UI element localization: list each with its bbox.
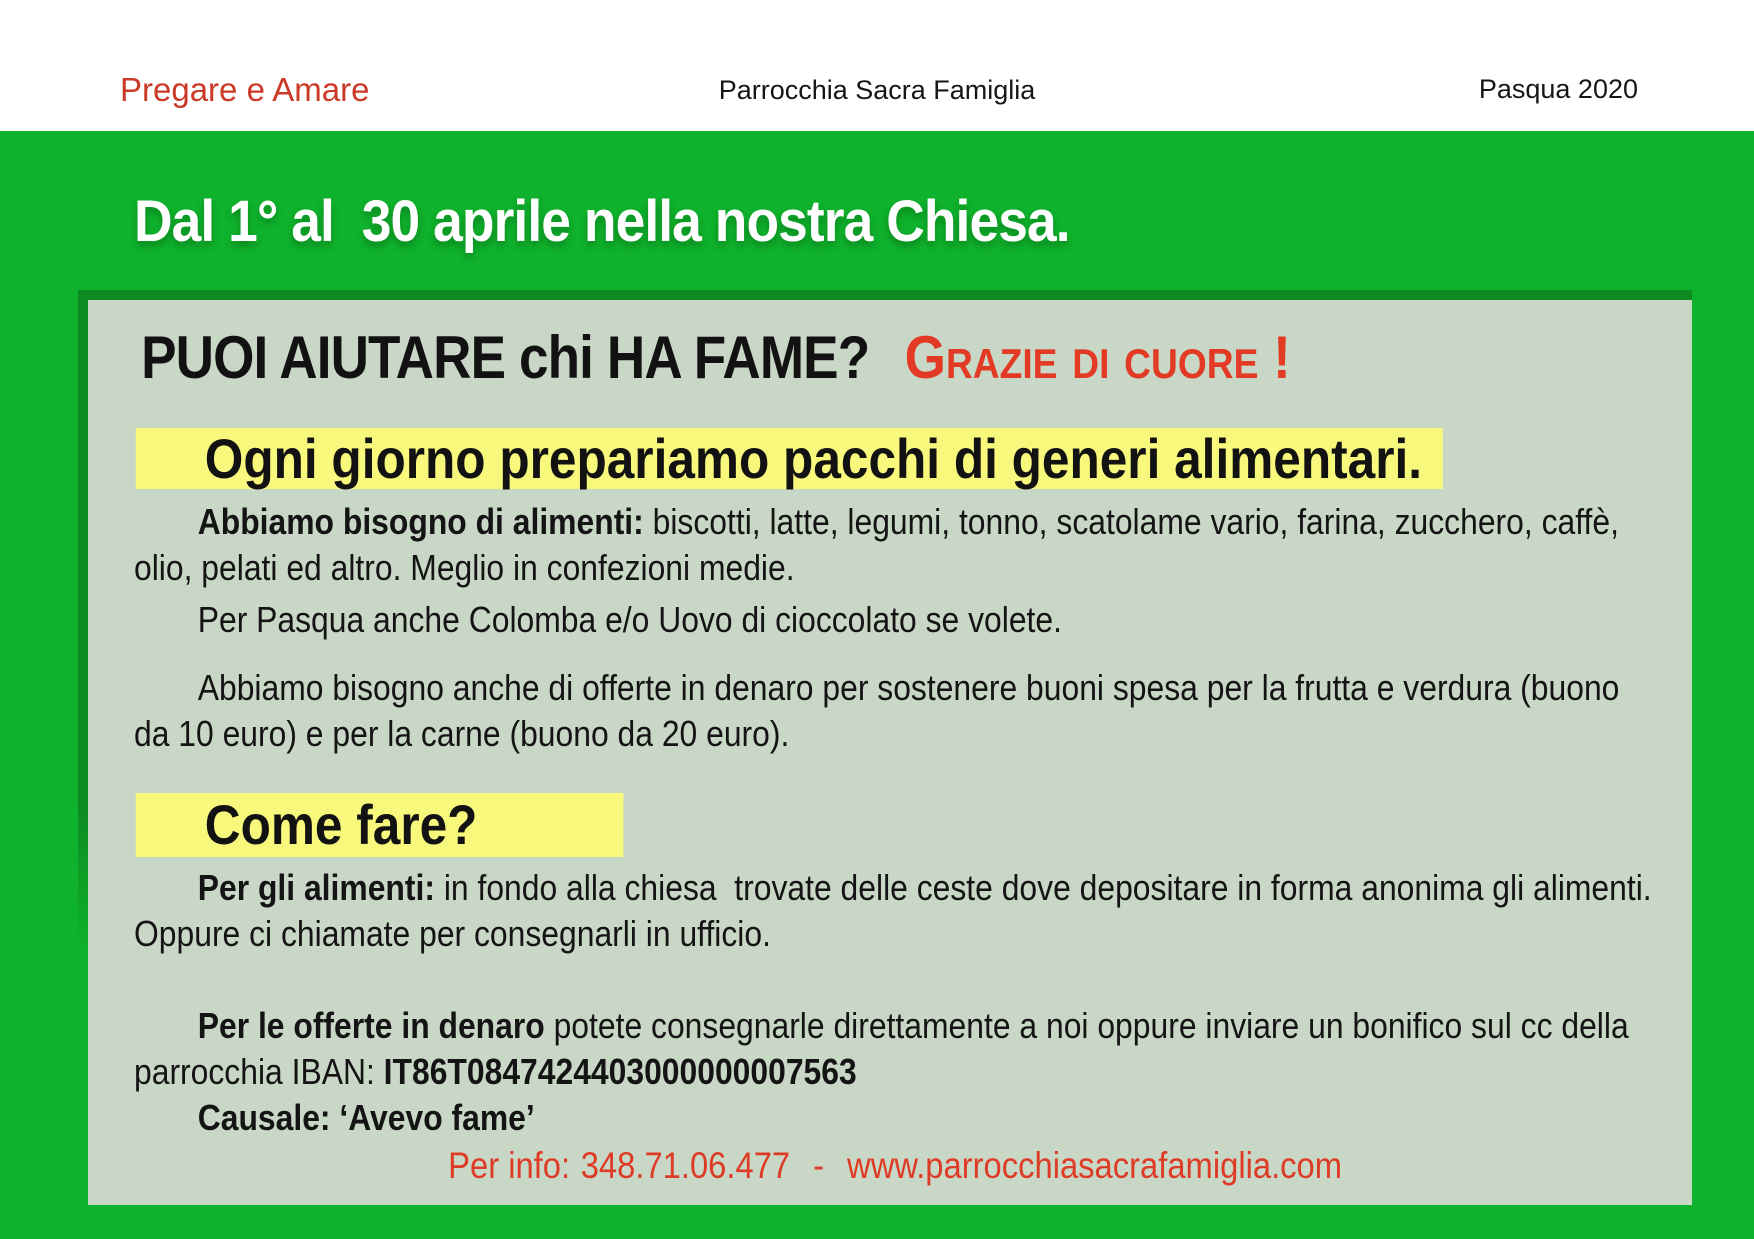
- daily-highlight: Ogni giorno prepariamo pacchi di generi alimentari.: [136, 428, 1443, 489]
- paragraph-food-how: [134, 865, 1661, 957]
- paragraph-causale: Causale: ‘Avevo fame’: [197, 1097, 535, 1138]
- food-needs-lead: Abbiamo bisogno di alimenti:: [197, 501, 644, 542]
- how-highlight: Come fare?: [136, 793, 624, 857]
- phone-number: 348.71.06.477: [580, 1145, 791, 1186]
- paragraph-money-how: [134, 1003, 1656, 1095]
- info-separator: -: [813, 1145, 825, 1186]
- iban-number: IT86T0847424403000000007563: [383, 1051, 857, 1092]
- box-shadow-top: [78, 290, 1692, 300]
- paragraph-money-needs: Abbiamo bisogno anche di offerte in denaro per sostenere buoni spesa per la frutta e verdura (buono da 10 euro) e per la carne (buono da 20 euro).: [134, 667, 1629, 754]
- brand-title: Pregare e Amare: [120, 71, 370, 108]
- title-thanks: Grazie di cuore !: [904, 324, 1291, 391]
- flyer-title: [141, 322, 1656, 394]
- box-shadow-left: [78, 290, 88, 950]
- food-how-lead: Per gli alimenti:: [197, 867, 435, 908]
- daily-highlight-row: [134, 428, 1656, 489]
- paragraph-food-needs: [134, 499, 1656, 591]
- contact-info-line: [134, 1143, 1656, 1189]
- money-how-middle: potete consegnarle direttamente a noi oppure inviare un bonifico sul cc della parrocchia IBAN:: [134, 1005, 1638, 1092]
- money-how-lead: Per le offerte in denaro: [197, 1005, 545, 1046]
- content-inner: [134, 322, 1661, 1189]
- content-box: [88, 300, 1692, 1205]
- title-question: PUOI AIUTARE chi HA FAME?: [141, 324, 870, 391]
- how-highlight-row: [134, 757, 1656, 857]
- parish-name: Parrocchia Sacra Famiglia: [718, 75, 1036, 105]
- website-url: www.parrocchiasacrafamiglia.com: [847, 1145, 1343, 1186]
- food-needs-rest: biscotti, latte, legumi, tonno, scatolame vario, farina, zucchero, caffè, olio, pelati ed altro. Meglio in confezioni medie.: [134, 501, 1628, 588]
- date-heading: Dal 1° al 30 aprile nella nostra Chiesa.: [134, 189, 1070, 254]
- green-banner-area: [0, 131, 1754, 1239]
- paragraph-easter-note: Per Pasqua anche Colomba e/o Uovo di cioccolato se volete.: [197, 599, 1062, 640]
- food-how-rest: in fondo alla chiesa trovate delle ceste dove depositare in forma anonima gli alimenti. Oppure ci chiamate per consegnarli in ufficio.: [134, 867, 1661, 954]
- info-label: Per info:: [448, 1145, 571, 1186]
- edition-label: Pasqua 2020: [1478, 74, 1638, 104]
- page-header: [0, 0, 1754, 131]
